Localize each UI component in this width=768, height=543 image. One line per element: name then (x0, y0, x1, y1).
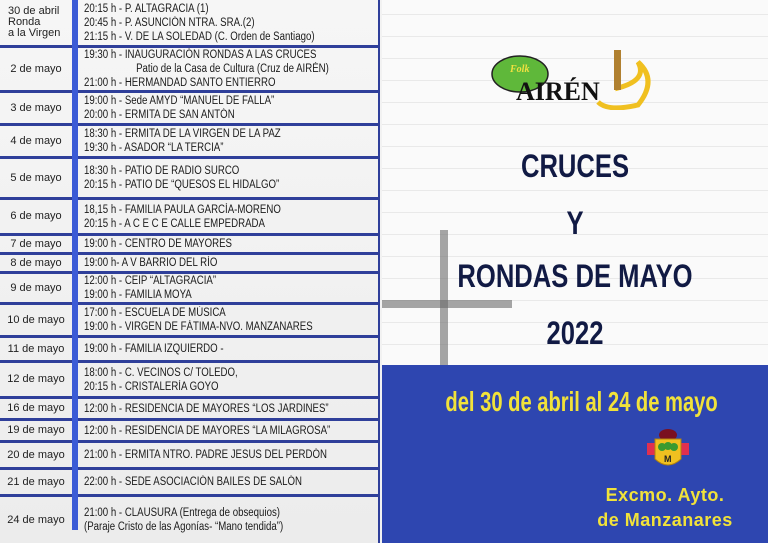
event-item: 20:15 h - PATIO DE “QUESOS EL HIDALGO” (84, 179, 280, 191)
event-item: (Paraje Cristo de las Agonías- “Mano tendida”) (84, 521, 284, 533)
date-text: 21 de mayo (7, 475, 65, 488)
event-item: Patio de la Casa de Cultura (Cruz de AIRÉN) (136, 63, 329, 75)
date-text: 24 de mayo (7, 513, 65, 526)
schedule-row (0, 126, 380, 159)
event-item: 18,15 h - FAMILIA PAULA GARCÍA-MORENO (84, 203, 281, 216)
schedule-events (78, 236, 380, 252)
schedule-date (0, 48, 72, 90)
schedule-row (0, 338, 380, 363)
date-range: del 30 de abril al 24 de mayo (445, 386, 718, 417)
event-item: 21:00 h - ERMITA NTRO. PADRE JESUS DEL PERDÓN (84, 449, 327, 461)
schedule-date (0, 399, 72, 418)
schedule-events (78, 200, 380, 233)
date-text: 3 de mayo (10, 101, 62, 114)
schedule-date (0, 159, 72, 197)
date-text: 30 de abril (8, 5, 60, 17)
event-item: 20:15 h - P. ALTAGRACIA (1) (84, 2, 209, 15)
event-item: 20:15 h - A C E C E CALLE EMPEDRADA (84, 217, 265, 230)
manzanares-coat-of-arms (645, 425, 691, 475)
date-text: 9 de mayo (10, 281, 62, 294)
schedule-events (78, 0, 380, 45)
event-item: 18:30 h - PATIO DE RADIO SURCO (84, 165, 240, 177)
title-line-2: Y (566, 205, 584, 241)
schedule-row (0, 159, 380, 200)
event-item: 19:00 h - FAMILIA MOYA (84, 289, 192, 301)
cross-arm (382, 300, 512, 308)
schedule-row (0, 399, 380, 421)
schedule-row (0, 48, 380, 93)
date-text: 12 de mayo (7, 373, 65, 385)
event-item: 12:00 h - RESIDENCIA DE MAYORES “LOS JARDINES” (84, 402, 329, 415)
date-text: 10 de mayo (7, 313, 65, 326)
event-item: 19:30 h - ASADOR “LA TERCIA” (84, 142, 224, 154)
date-text: 20 de mayo (7, 448, 65, 461)
logo-folk-text: Folk (510, 64, 530, 75)
divider-bar (72, 0, 78, 530)
schedule-events (78, 421, 380, 440)
event-item: 18:00 h - C. VECINOS C/ TOLEDO, (84, 366, 238, 379)
schedule-row (0, 93, 380, 126)
schedule-events (78, 443, 380, 467)
schedule-row (0, 363, 380, 399)
event-item: 20:15 h - CRISTALERÍA GOYO (84, 380, 219, 393)
schedule-row (0, 443, 380, 470)
schedule-events (78, 159, 380, 197)
date-text: 7 de mayo (10, 237, 62, 250)
schedule-events (78, 305, 380, 335)
schedule-row (0, 255, 380, 274)
organizer-line-1: Excmo. Ayto. (605, 485, 725, 505)
date-text: 16 de mayo (7, 402, 65, 414)
schedule-date (0, 470, 72, 494)
event-item: 19:00 h - VIRGEN DE FÁTIMA-NVO. MANZANARES (84, 321, 313, 333)
event-item: 19:00 h - Sede AMYD “MANUEL DE FALLA” (84, 95, 275, 107)
svg-text:M: M (664, 454, 672, 464)
schedule-row (0, 421, 380, 443)
schedule-date (0, 255, 72, 271)
schedule-date (0, 0, 72, 45)
schedule-date (0, 443, 72, 467)
date-text: 8 de mayo (10, 256, 62, 269)
event-item: 21:00 h - CLAUSURA (Entrega de obsequios) (84, 507, 280, 519)
event-item: 18:30 h - ERMITA DE LA VIRGEN DE LA PAZ (84, 128, 281, 140)
schedule-events (78, 255, 380, 271)
logo-airen-text: AIRÉN (516, 77, 600, 106)
event-item: 22:00 h - SEDE ASOCIACIÓN BAILES DE SALÓN (84, 476, 302, 488)
date-text: 19 de mayo (7, 424, 65, 436)
schedule-row (0, 305, 380, 338)
schedule-row (0, 274, 380, 305)
schedule-events (78, 338, 380, 360)
date-text: 2 de mayo (10, 62, 62, 75)
organizer-line-2: de Manzanares (597, 510, 733, 530)
schedule-date (0, 305, 72, 335)
schedule-events (78, 399, 380, 418)
date-text: 6 de mayo (10, 210, 62, 222)
schedule-events (78, 274, 380, 302)
title-year: 2022 (546, 315, 604, 351)
schedule-events (78, 363, 380, 396)
date-text: Ronda (8, 16, 41, 28)
folk-airen-logo (488, 50, 658, 110)
date-text: 11 de mayo (7, 342, 65, 355)
schedule-date (0, 126, 72, 156)
event-item: 21:00 h - HERMANDAD SANTO ENTIERRO (84, 77, 276, 89)
title-line-1: CRUCES (520, 148, 630, 184)
schedule-date (0, 236, 72, 252)
schedule-row (0, 236, 380, 255)
event-item: 17:00 h - ESCUELA DE MÚSICA (84, 307, 226, 319)
schedule-events (78, 48, 380, 90)
event-item: 19:30 h - INAUGURACIÓN RONDAS A LAS CRUCES (84, 49, 317, 61)
schedule-events (78, 497, 380, 543)
schedule-date (0, 338, 72, 360)
event-item: 12:00 h - CEIP “ALTAGRACIA” (84, 275, 217, 287)
event-item: 20:00 h - ERMITA DE SAN ANTÓN (84, 109, 235, 121)
event-item: 19:00 h- A V BARRIO DEL RÍO (84, 257, 218, 269)
schedule-date (0, 274, 72, 302)
title-line-3: RONDAS DE MAYO (457, 258, 693, 294)
schedule-date (0, 421, 72, 440)
schedule-events (78, 470, 380, 494)
schedule-date (0, 200, 72, 233)
schedule-date (0, 497, 72, 543)
schedule-events (78, 126, 380, 156)
schedule-date (0, 93, 72, 123)
event-item: 19:00 h - CENTRO DE MAYORES (84, 238, 232, 250)
schedule-row (0, 470, 380, 497)
date-text: 5 de mayo (10, 171, 62, 184)
schedule-row (0, 497, 380, 543)
schedule-events (78, 93, 380, 123)
event-item: 19:00 h - FAMILIA IZQUIERDO - (84, 343, 224, 355)
schedule-date (0, 363, 72, 396)
schedule-row (0, 200, 380, 236)
event-item: 20:45 h - P. ASUNCIÓN NTRA. SRA.(2) (84, 16, 255, 29)
event-item: 21:15 h - V. DE LA SOLEDAD (C. Orden de Santiago) (84, 30, 315, 43)
date-text: a la Virgen (8, 27, 61, 39)
event-item: 12:00 h - RESIDENCIA DE MAYORES “LA MILAGROSA” (84, 424, 331, 437)
date-text: 4 de mayo (10, 134, 62, 147)
schedule-row (0, 0, 380, 48)
